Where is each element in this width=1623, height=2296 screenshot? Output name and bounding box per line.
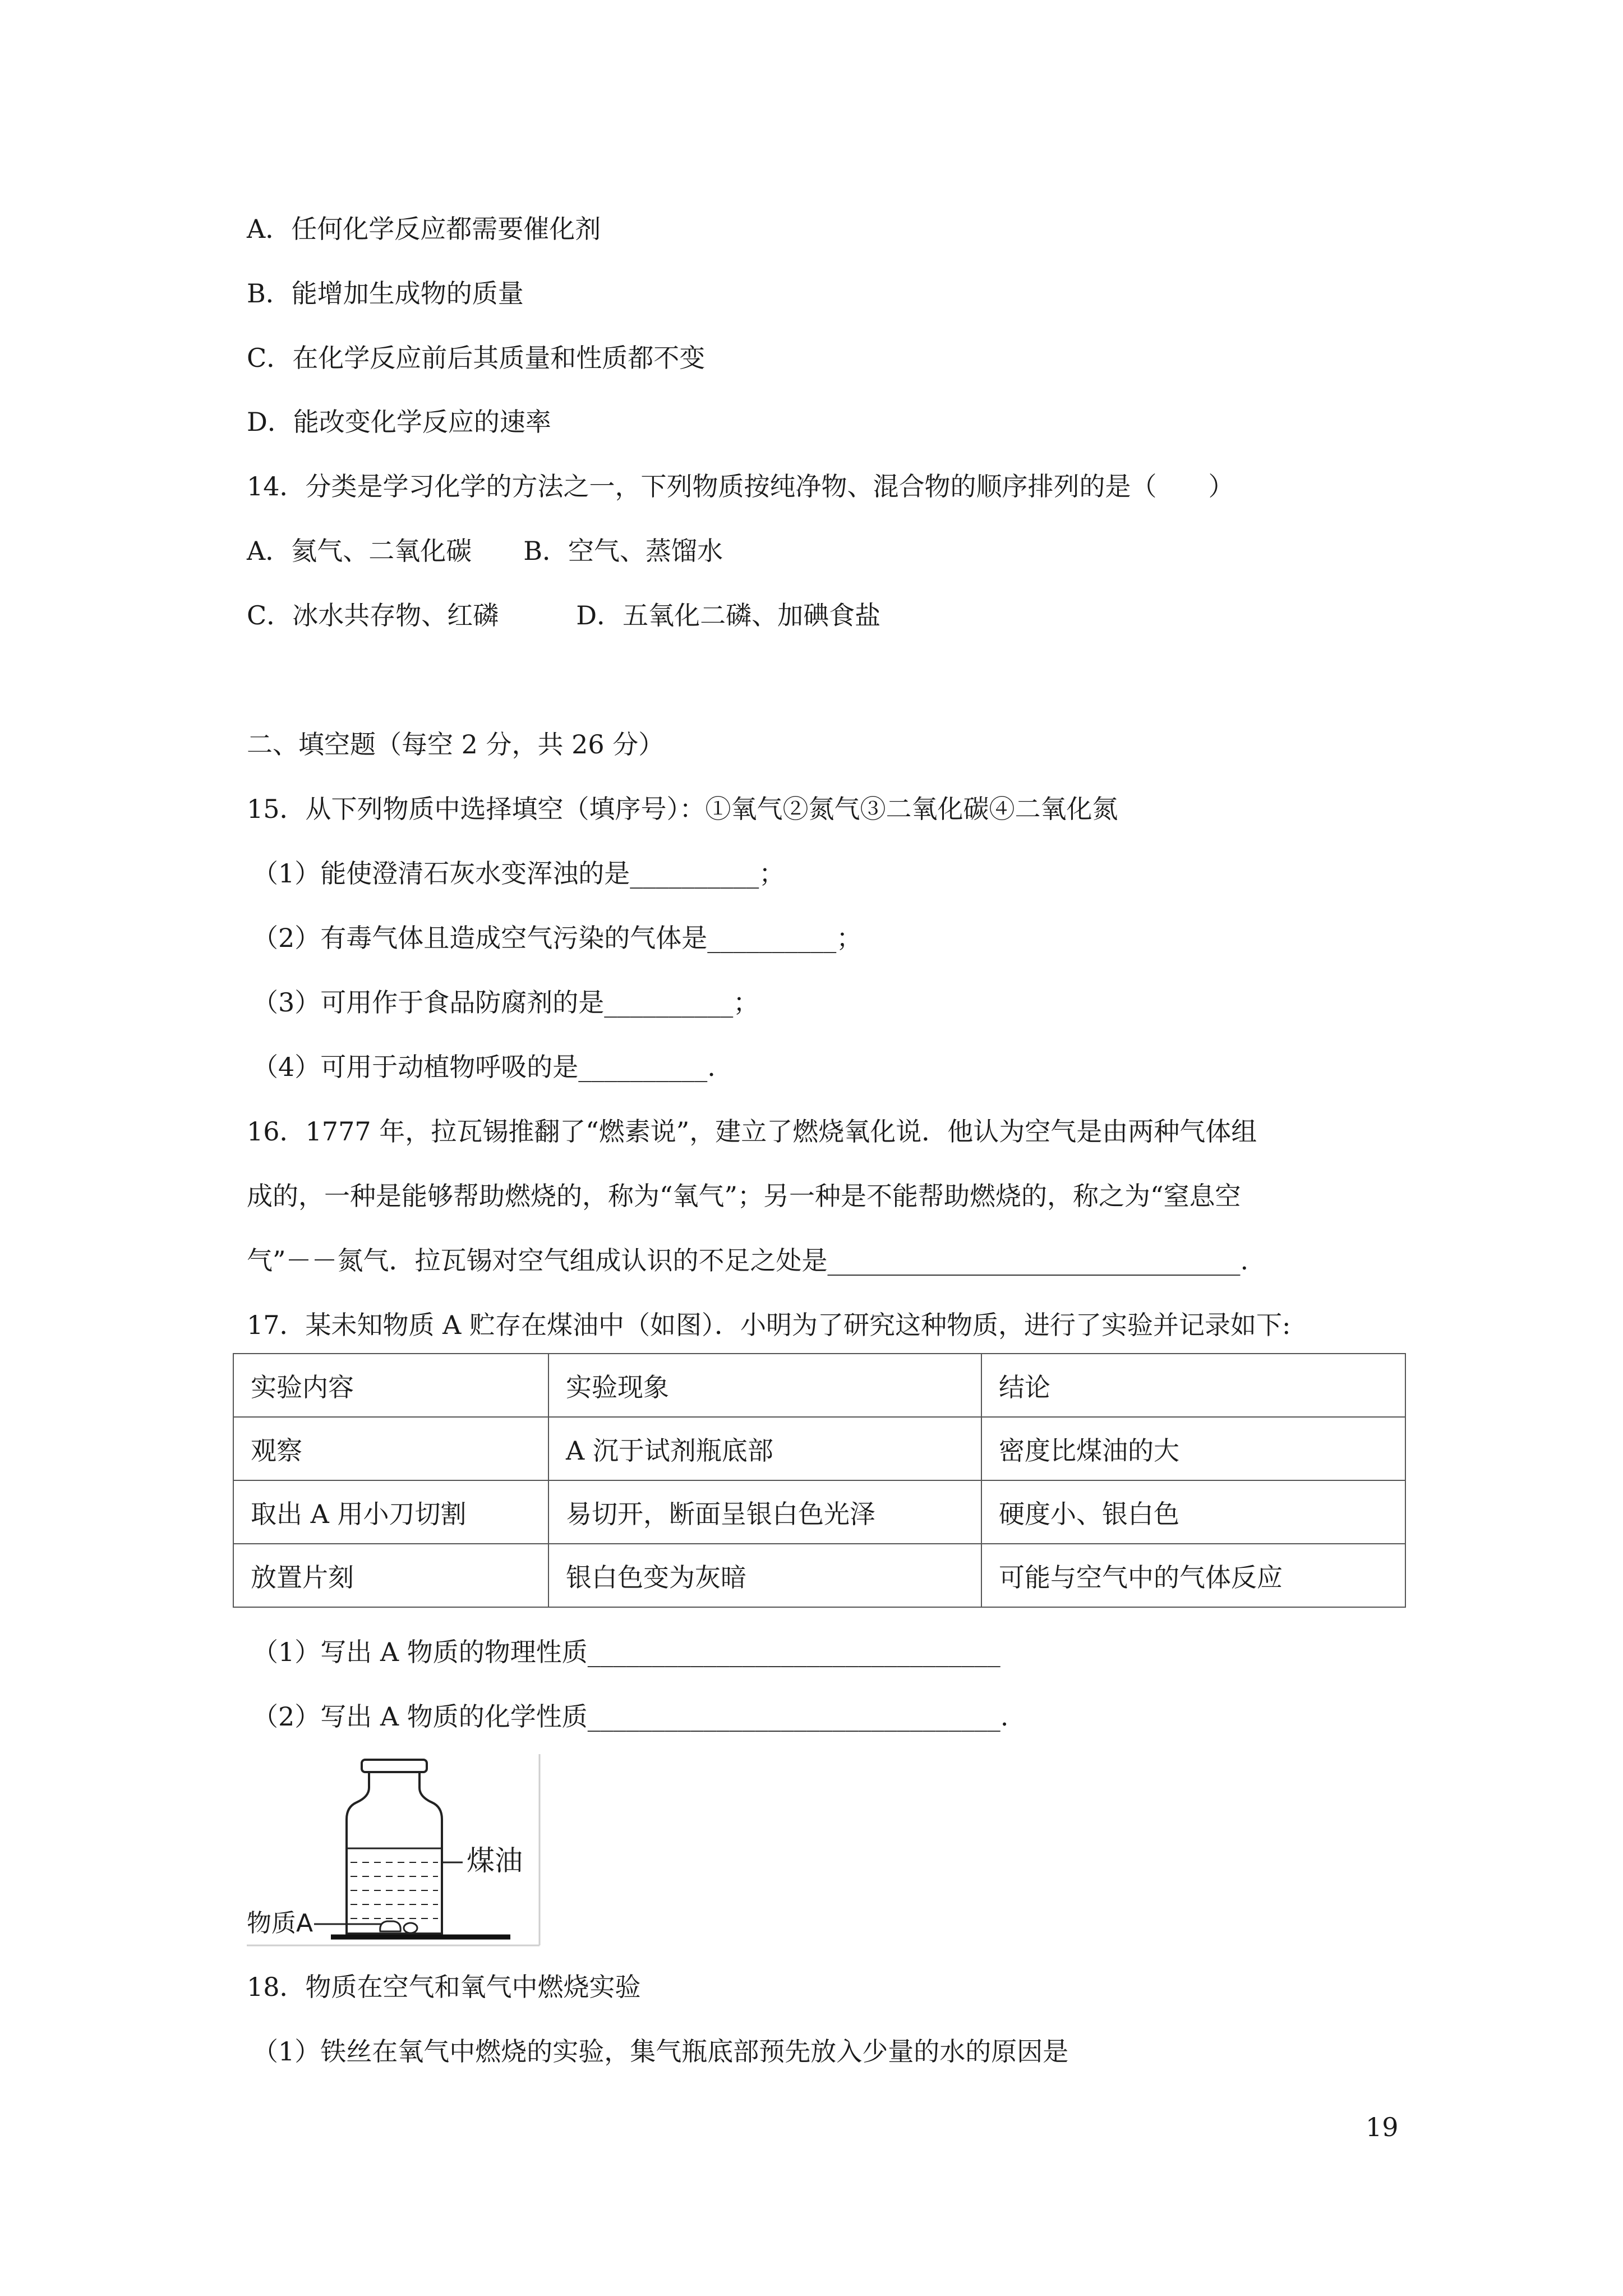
table-cell: 硬度小、银白色	[981, 1480, 1405, 1544]
table-cell: 密度比煤油的大	[981, 1417, 1405, 1480]
table-cell: A 沉于试剂瓶底部	[548, 1417, 981, 1480]
reagent-bottle-figure	[247, 1753, 544, 1947]
option-13d: D．能改变化学反应的速率	[247, 407, 551, 437]
option-13b: B．能增加生成物的质量	[247, 278, 524, 309]
question-15-3: （3）可用作于食品防腐剂的是__________；	[252, 987, 759, 1018]
question-15: 15．从下列物质中选择填空（填序号）：①氧气②氮气③二氧化碳④二氧化氮	[247, 794, 1118, 824]
table-row	[233, 1544, 1405, 1607]
section-heading: 二、填空题（每空 2 分，共 26 分）	[247, 729, 665, 760]
table-header: 结论	[981, 1354, 1405, 1417]
table-header: 实验内容	[233, 1354, 548, 1417]
question-16-line2: 成的，一种是能够帮助燃烧的，称为“氧气”；另一种是不能帮助燃烧的，称之为“窒息空	[247, 1181, 1241, 1211]
experiment-table	[233, 1353, 1406, 1608]
substance-a-label: 物质A	[247, 1909, 313, 1938]
option-13c: C．在化学反应前后其质量和性质都不变	[247, 343, 706, 373]
table-header-row	[233, 1354, 1405, 1417]
question-17-1: （1）写出 A 物质的物理性质________________________________	[252, 1637, 1000, 1667]
kerosene-label: 煤油	[467, 1844, 523, 1877]
question-17: 17．某未知物质 A 贮存在煤油中（如图）．小明为了研究这种物质，进行了实验并记录如下:	[247, 1310, 1291, 1340]
table-cell: 放置片刻	[233, 1544, 548, 1607]
question-15-1: （1）能使澄清石灰水变浑浊的是__________；	[252, 858, 785, 889]
question-16-line3: 气”－－氮气．拉瓦锡对空气组成认识的不足之处是________________________________.	[247, 1245, 1249, 1276]
question-15-4: （4）可用于动植物呼吸的是__________.	[252, 1052, 716, 1082]
table-header: 实验现象	[548, 1354, 981, 1417]
question-14: 14．分类是学习化学的方法之一，下列物质按纯净物、混合物的顺序排列的是（ ）	[247, 471, 1234, 501]
options-14-cd: C．冰水共存物、红磷 D．五氧化二磷、加碘食盐	[247, 600, 881, 631]
question-18-1: （1）铁丝在氧气中燃烧的实验，集气瓶底部预先放入少量的水的原因是	[252, 2036, 1069, 2067]
table-cell: 可能与空气中的气体反应	[981, 1544, 1405, 1607]
table-cell: 观察	[233, 1417, 548, 1480]
table-cell: 易切开，断面呈银白色光泽	[548, 1480, 981, 1544]
question-15-2: （2）有毒气体且造成空气污染的气体是__________；	[252, 923, 863, 953]
table-cell: 取出 A 用小刀切割	[233, 1480, 548, 1544]
question-16-line1: 16．1777 年，拉瓦锡推翻了“燃素说”，建立了燃烧氧化说．他认为空气是由两种气体组	[247, 1116, 1257, 1147]
options-14-ab: A．氦气、二氧化碳 B．空气、蒸馏水	[247, 536, 723, 566]
option-13a: A．任何化学反应都需要催化剂	[247, 214, 601, 244]
question-18: 18．物质在空气和氧气中燃烧实验	[247, 1972, 641, 2002]
question-17-2: （2）写出 A 物质的化学性质________________________________.	[252, 1701, 1009, 1732]
table-row	[233, 1417, 1405, 1480]
table-cell: 银白色变为灰暗	[548, 1544, 981, 1607]
page-number: 19	[1366, 2112, 1399, 2142]
table-row	[233, 1480, 1405, 1544]
